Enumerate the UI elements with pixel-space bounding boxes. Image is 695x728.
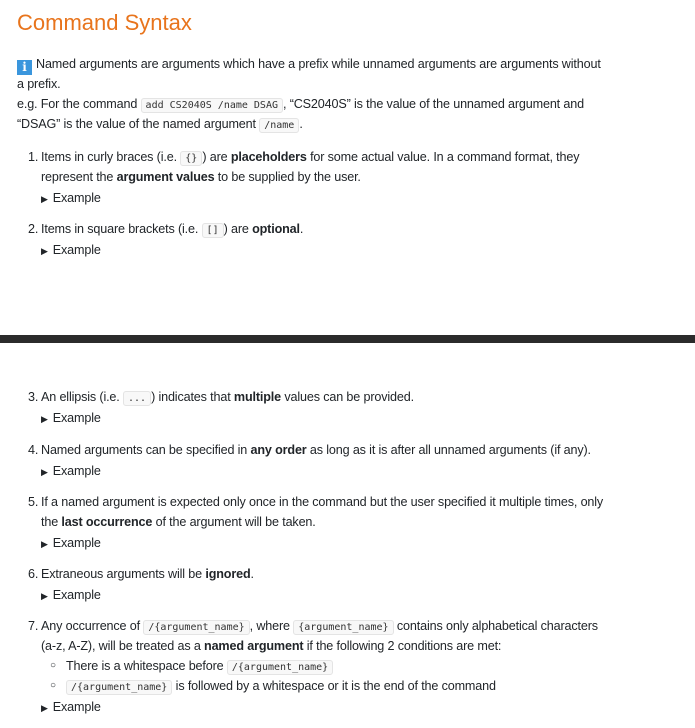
item-number: 3. — [28, 390, 39, 404]
text: , where — [249, 619, 294, 633]
example-label: Example — [52, 536, 101, 550]
text: represent the — [41, 170, 117, 184]
triangle-right-icon: ▶ — [41, 591, 48, 601]
text-line — [17, 54, 601, 74]
bold-text: ignored — [205, 567, 251, 581]
text: An ellipsis (i.e. — [41, 390, 123, 404]
text-line — [66, 676, 496, 696]
triangle-right-icon: ▶ — [41, 539, 48, 549]
text-line — [41, 167, 361, 187]
bold-text: last occurrence — [61, 515, 153, 529]
text: values can be provided. — [281, 390, 414, 404]
example-toggle[interactable] — [41, 585, 101, 605]
inline-code: /{argument_name} — [143, 620, 249, 635]
text: . — [299, 222, 304, 236]
inline-code: {} — [180, 151, 202, 166]
example-toggle[interactable] — [41, 697, 101, 717]
item-number: 4. — [28, 443, 39, 457]
bold-text: optional — [252, 222, 300, 236]
text: ) are — [202, 150, 231, 164]
bold-text: placeholders — [230, 150, 307, 164]
text-line — [41, 492, 603, 512]
divider-bar — [0, 335, 695, 343]
text: Named arguments can be specified in — [41, 443, 251, 457]
text-line — [41, 512, 316, 532]
bullet-icon: ○ — [50, 660, 56, 671]
text-line — [17, 74, 60, 94]
bold-text: argument values — [116, 170, 215, 184]
text: a prefix. — [17, 77, 61, 91]
text: Extraneous arguments will be — [41, 567, 206, 581]
bold-text: any order — [250, 443, 307, 457]
text: Items in curly braces (i.e. — [41, 150, 181, 164]
triangle-right-icon: ▶ — [41, 194, 48, 204]
text: contains only alphabetical characters — [393, 619, 598, 633]
text: e.g. For the command — [17, 97, 141, 111]
example-label: Example — [52, 588, 101, 602]
text: Any occurrence of — [41, 619, 144, 633]
item-number: 5. — [28, 495, 39, 509]
triangle-right-icon: ▶ — [41, 467, 48, 477]
text-line — [41, 440, 591, 460]
text-line — [41, 147, 579, 167]
text: If a named argument is expected only once in the command but the user specified it multiple times, only — [41, 495, 604, 509]
inline-code: /{argument_name} — [227, 660, 333, 675]
text: . — [250, 567, 254, 581]
example-toggle[interactable] — [41, 533, 101, 553]
example-label: Example — [52, 243, 101, 257]
text: the — [41, 515, 62, 529]
text: for some actual value. In a command format, they — [306, 150, 580, 164]
example-label: Example — [52, 700, 101, 714]
inline-code: {argument_name} — [293, 620, 393, 635]
text: (a-z, A-Z), will be treated as a — [41, 639, 205, 653]
text: There is a whitespace before — [66, 659, 227, 673]
item-number: 7. — [28, 619, 39, 633]
info-icon: i — [17, 60, 32, 75]
example-toggle[interactable] — [41, 461, 101, 481]
inline-code: /name — [259, 118, 299, 133]
text: , “CS2040S” is the value of the unnamed argument and — [283, 97, 584, 111]
example-label: Example — [52, 191, 101, 205]
text: if the following 2 conditions are met: — [303, 639, 502, 653]
text-line — [66, 656, 333, 676]
text: ) are — [223, 222, 253, 236]
text-line — [17, 94, 584, 114]
triangle-right-icon: ▶ — [41, 414, 48, 424]
triangle-right-icon: ▶ — [41, 703, 48, 713]
example-label: Example — [52, 464, 101, 478]
text-line — [17, 114, 303, 134]
text-line — [41, 564, 254, 584]
item-number: 1. — [28, 150, 39, 164]
text: to be supplied by the user. — [214, 170, 361, 184]
inline-code: /{argument_name} — [66, 680, 172, 695]
triangle-right-icon: ▶ — [41, 246, 48, 256]
text: is followed by a whitespace or it is the end of the command — [172, 679, 496, 693]
inline-code: [] — [202, 223, 224, 238]
text-line — [41, 616, 598, 636]
example-toggle[interactable] — [41, 240, 101, 260]
text-line — [41, 636, 501, 656]
inline-code: ... — [123, 391, 151, 406]
example-toggle[interactable] — [41, 188, 101, 208]
bold-text: named argument — [204, 639, 304, 653]
text: of the argument will be taken. — [152, 515, 316, 529]
text-line — [41, 387, 414, 407]
text: Named arguments are arguments which have a prefix while unnamed arguments are arguments without — [36, 57, 601, 71]
text: Items in square brackets (i.e. — [41, 222, 202, 236]
text: as long as it is after all unnamed arguments (if any). — [306, 443, 591, 457]
text: ) indicates that — [151, 390, 234, 404]
text-line — [41, 219, 303, 239]
item-number: 2. — [28, 222, 39, 236]
text: . — [299, 117, 303, 131]
item-number: 6. — [28, 567, 39, 581]
example-toggle[interactable] — [41, 408, 101, 428]
page-title: Command Syntax — [17, 10, 192, 35]
bold-text: multiple — [233, 390, 282, 404]
bullet-icon: ○ — [50, 680, 56, 691]
inline-code: add CS2040S /name DSAG — [141, 98, 283, 113]
example-label: Example — [52, 411, 101, 425]
text: “DSAG” is the value of the named argument — [17, 117, 260, 131]
